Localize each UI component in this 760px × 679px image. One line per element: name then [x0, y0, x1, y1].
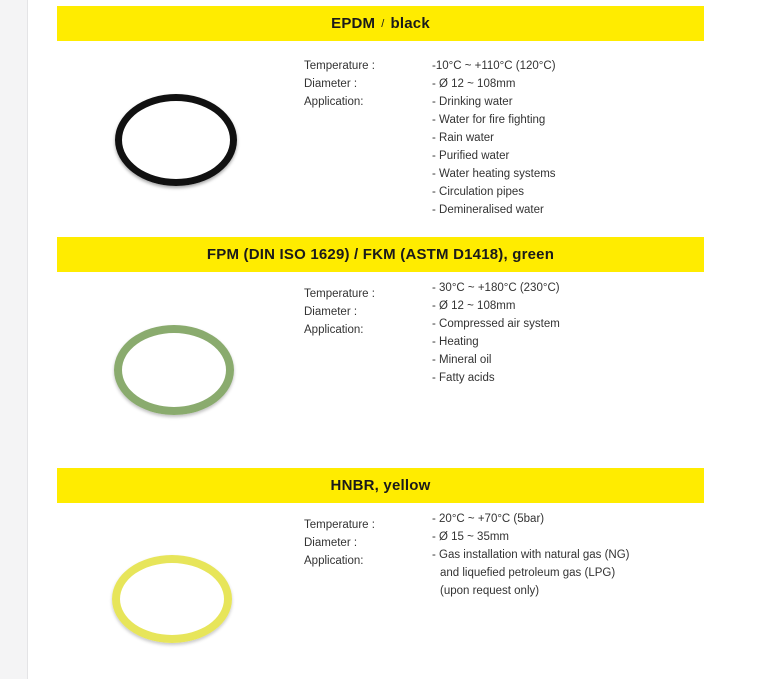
section-fpm-fkm: [57, 237, 704, 384]
value-diameter: - Ø 12 ~ 108mm: [432, 300, 516, 312]
section-title-banner: [57, 468, 704, 503]
label-temperature: Temperature :: [304, 288, 375, 300]
application-item-note: (upon request only): [440, 585, 540, 597]
section-title-suffix: black: [390, 15, 430, 32]
value-diameter: - Ø 15 ~ 35mm: [432, 531, 510, 543]
value-temperature: - 20°C ~ +70°C (5bar): [432, 513, 545, 525]
application-item: - Purified water: [432, 150, 510, 162]
green-o-ring-image: [114, 325, 234, 415]
application-item: - Demineralised water: [432, 204, 544, 216]
application-item: - Fatty acids: [432, 372, 495, 384]
section-title-banner: [57, 6, 704, 41]
yellow-o-ring-image: [112, 555, 232, 643]
property-values: [432, 279, 560, 387]
left-margin-strip: [0, 0, 28, 679]
property-values: [432, 57, 556, 219]
application-item: - Mineral oil: [432, 354, 492, 366]
label-application: Application:: [304, 555, 364, 567]
section-epdm: [57, 6, 704, 216]
application-item: - Rain water: [432, 132, 494, 144]
property-values: [432, 510, 630, 600]
section-title: HNBR, yellow: [330, 477, 431, 494]
title-separator: /: [381, 17, 385, 30]
section-hnbr: [57, 468, 704, 597]
application-item: - Heating: [432, 336, 479, 348]
application-item: - Circulation pipes: [432, 186, 525, 198]
section-title-banner: [57, 237, 704, 272]
label-application: Application:: [304, 324, 364, 336]
application-item: - Gas installation with natural gas (NG): [432, 549, 630, 561]
value-diameter: - Ø 12 ~ 108mm: [432, 78, 516, 90]
application-item-continued: and liquefied petroleum gas (LPG): [440, 567, 616, 579]
label-application: Application:: [304, 96, 364, 108]
application-item: - Compressed air system: [432, 318, 560, 330]
section-title: FPM (DIN ISO 1629) / FKM (ASTM D1418), green: [206, 246, 555, 263]
application-item: - Drinking water: [432, 96, 513, 108]
value-temperature: - 30°C ~ +180°C (230°C): [432, 282, 560, 294]
label-diameter: Diameter :: [304, 537, 358, 549]
property-labels: [304, 285, 375, 339]
value-temperature: -10°C ~ +110°C (120°C): [432, 60, 556, 72]
property-labels: [304, 57, 375, 111]
label-temperature: Temperature :: [304, 60, 375, 72]
label-diameter: Diameter :: [304, 78, 358, 90]
label-temperature: Temperature :: [304, 519, 375, 531]
black-o-ring-image: [115, 94, 237, 186]
section-title: EPDM: [331, 15, 376, 32]
application-item: - Water for fire fighting: [432, 114, 546, 126]
application-item: - Water heating systems: [432, 168, 556, 180]
property-labels: [304, 516, 375, 570]
label-diameter: Diameter :: [304, 306, 358, 318]
